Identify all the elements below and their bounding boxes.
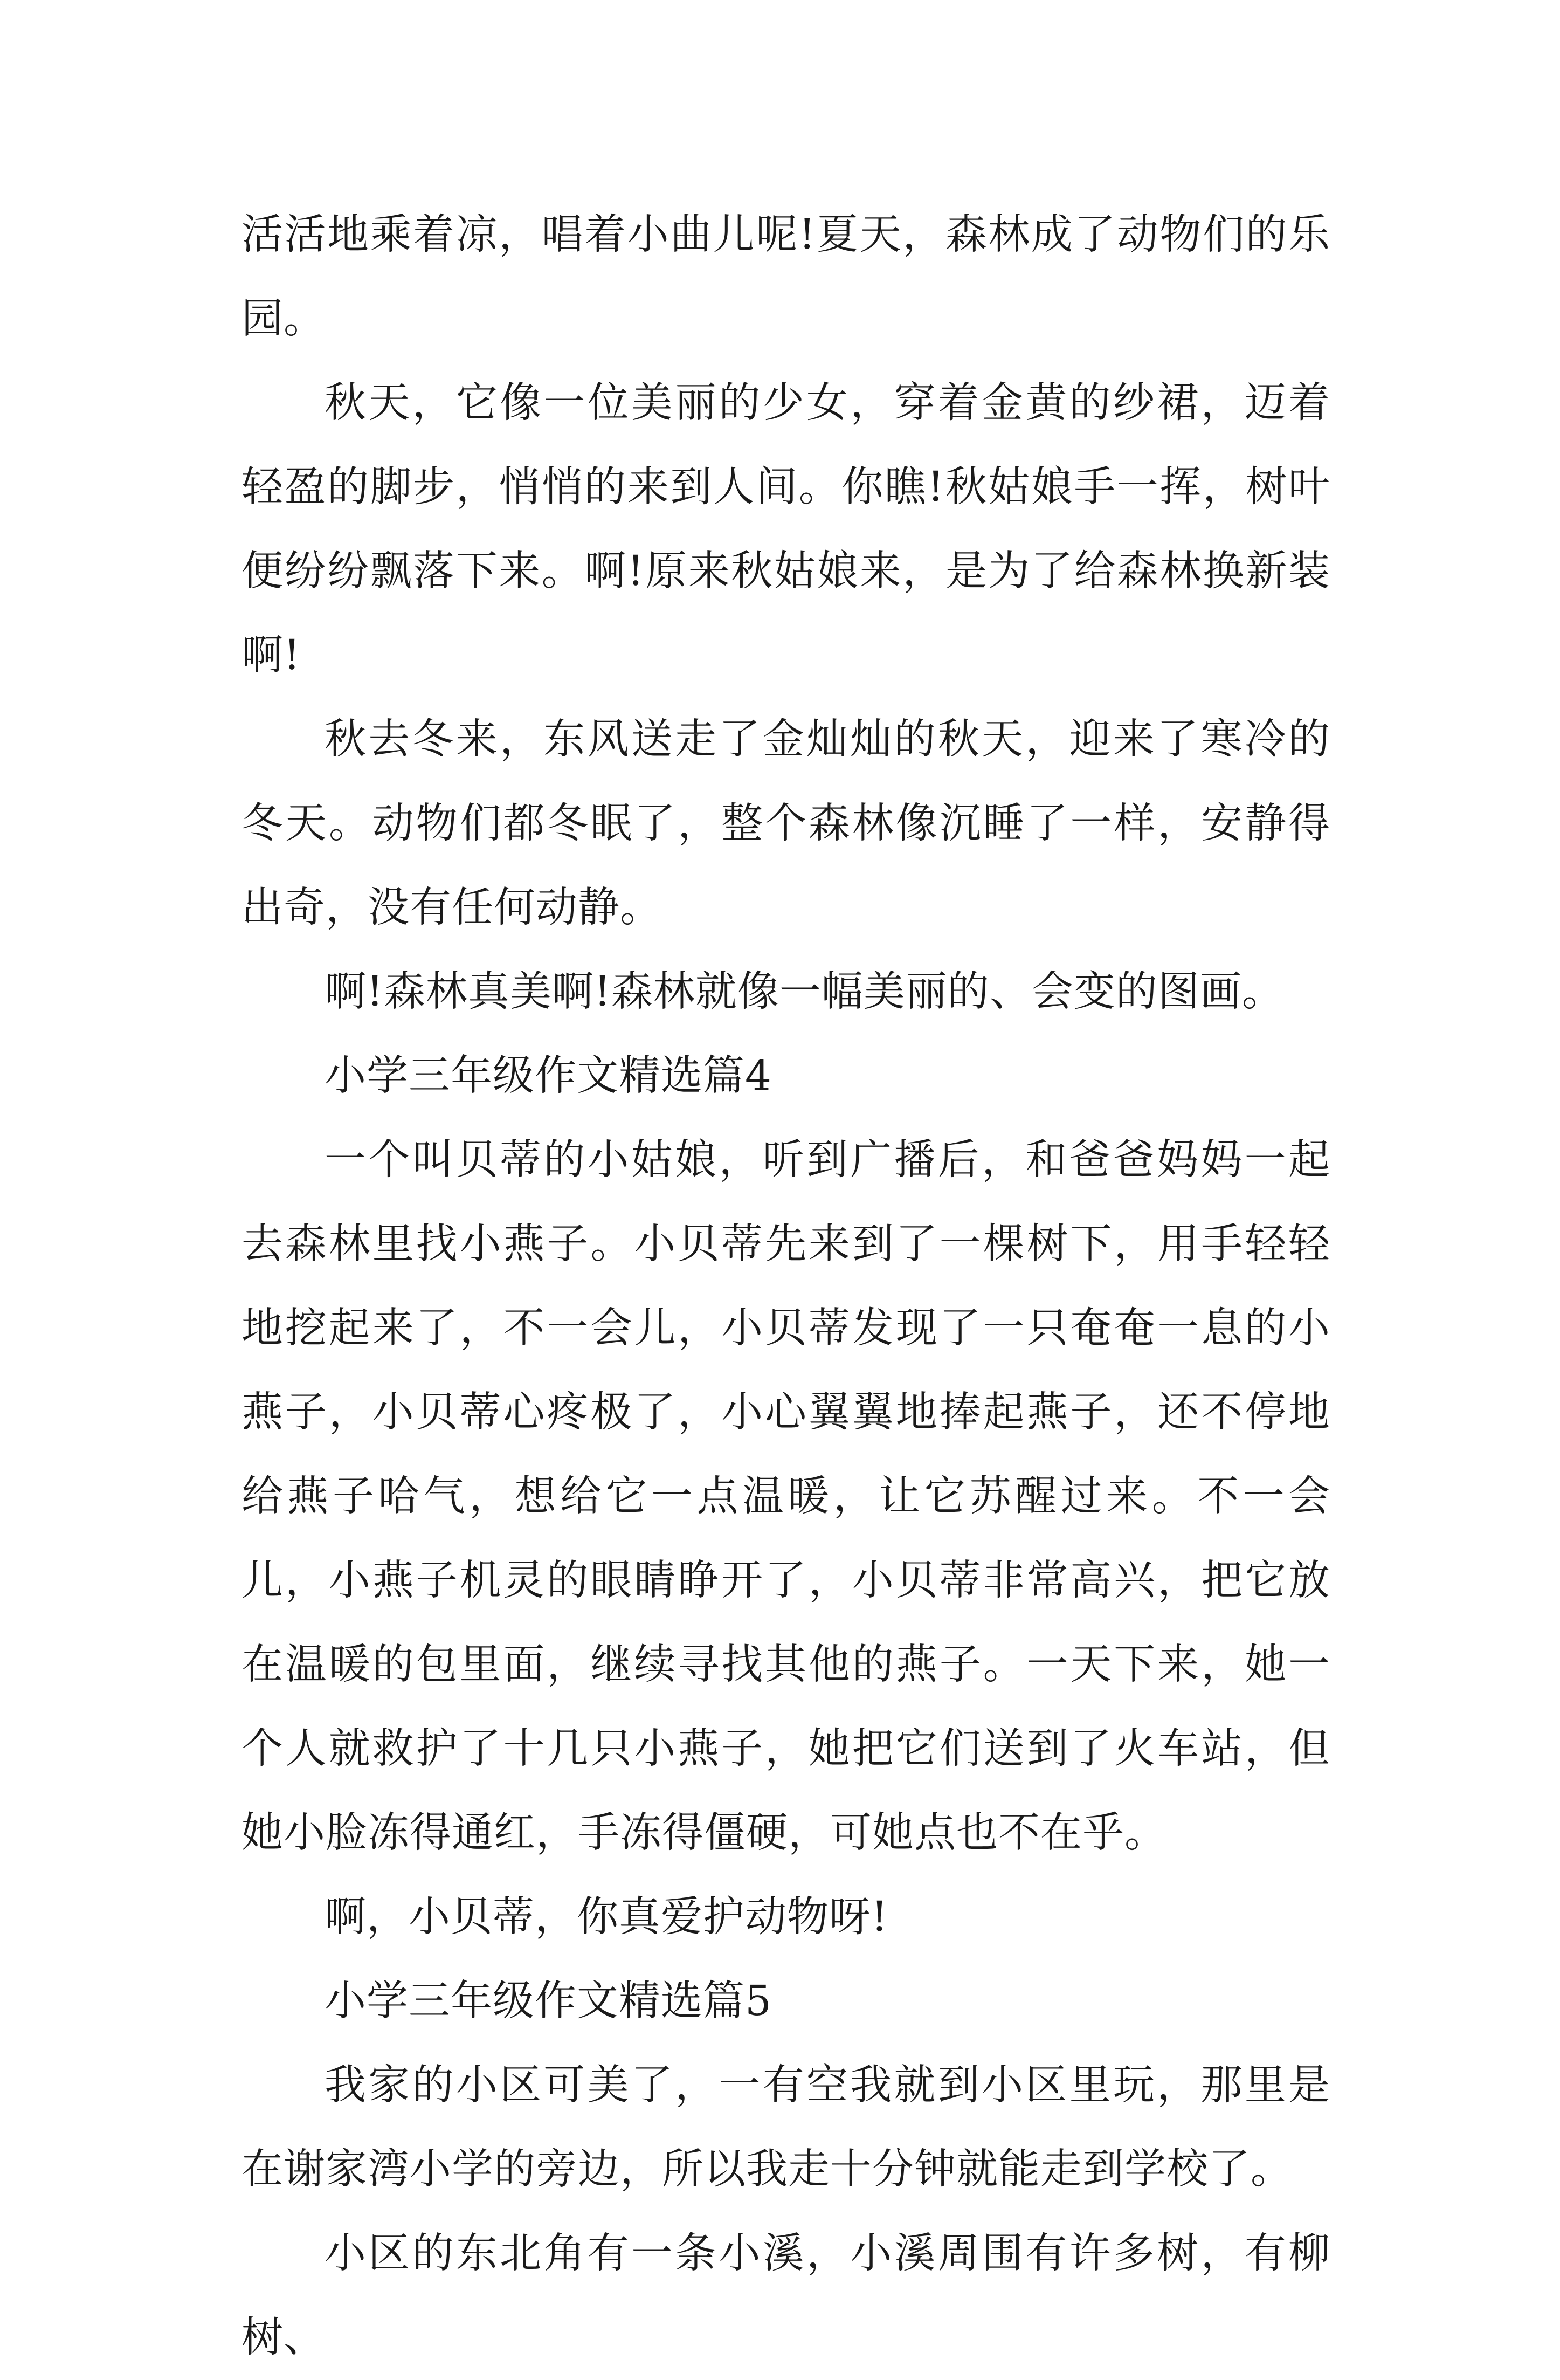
paragraph-autumn: 秋天，它像一位美丽的少女，穿着金黄的纱裙，迈着轻盈的脚步，悄悄的来到人间。你瞧!秋姑娘手一挥，树叶便纷纷飘落下来。啊!原来秋姑娘来，是为了给森林换新装啊! — [241, 379, 1330, 679]
document-body — [241, 193, 1330, 2380]
section-heading-5: 小学三年级作文精选篇5 — [325, 1977, 772, 2025]
paragraph-continuation: 活活地乘着凉，唱着小曲儿呢!夏天，森林成了动物们的乐园。 — [241, 211, 1330, 343]
paragraph-winter: 秋去冬来，东风送走了金灿灿的秋天，迎来了寒冷的冬天。动物们都冬眠了，整个森林像沉睡了一样，安静得出奇，没有任何动静。 — [241, 716, 1330, 932]
paragraph-betty-story: 一个叫贝蒂的小姑娘，听到广播后，和爸爸妈妈一起去森林里找小燕子。小贝蒂先来到了一棵树下，用手轻轻地挖起来了，不一会儿，小贝蒂发现了一只奄奄一息的小燕子，小贝蒂心疼极了，小心翼翼地捧起燕子，还不停地给燕子哈气，想给它一点温暖，让它苏醒过来。不一会儿，小燕子机灵的眼睛睁开了，小贝蒂非常高兴，把它放在温暖的包里面，继续寻找其他的燕子。一天下来，她一个人就救护了十几只小燕子，她把它们送到了火车站，但她小脸冻得通红，手冻得僵硬，可她点也不在乎。 — [241, 1136, 1330, 1857]
paragraph-betty-praise: 啊，小贝蒂，你真爱护动物呀! — [325, 1893, 888, 1941]
section-heading-4: 小学三年级作文精选篇4 — [325, 1052, 772, 1100]
paragraph-forest-beauty: 啊!森林真美啊!森林就像一幅美丽的、会变的图画。 — [325, 968, 1284, 1016]
paragraph-stream: 小区的东北角有一条小溪，小溪周围有许多树，有柳树、 — [241, 2230, 1330, 2362]
paragraph-neighborhood: 我家的小区可美了，一有空我就到小区里玩，那里是在谢家湾小学的旁边，所以我走十分钟就能走到学校了。 — [241, 2061, 1330, 2193]
